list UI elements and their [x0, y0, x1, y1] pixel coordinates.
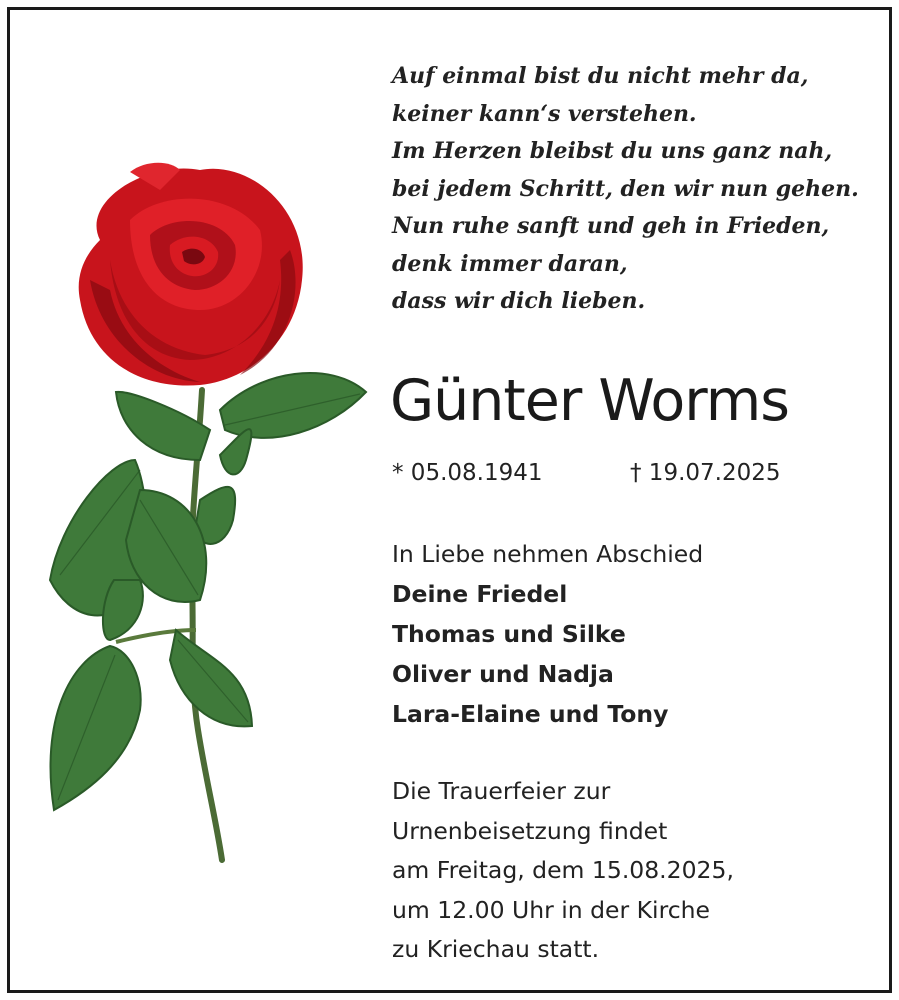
mourner: Thomas und Silke — [392, 620, 626, 648]
poem — [392, 58, 872, 321]
farewell-intro: In Liebe nehmen Abschied — [392, 540, 704, 568]
poem-line: bei jedem Schritt, den wir nun gehen. — [392, 175, 859, 202]
poem-line: keiner kann‘s verstehen. — [392, 100, 697, 127]
birth-date: * 05.08.1941 — [392, 460, 543, 486]
poem-line: denk immer daran, — [392, 250, 628, 277]
rose-icon — [30, 160, 390, 880]
notice-frame — [7, 7, 892, 993]
farewell-block — [392, 534, 872, 734]
death-date: † 19.07.2025 — [630, 460, 781, 486]
life-dates — [392, 460, 872, 486]
service-info — [392, 772, 872, 970]
poem-line: Auf einmal bist du nicht mehr da, — [392, 63, 809, 89]
service-line: am Freitag, dem 15.08.2025, — [392, 856, 734, 884]
poem-line: dass wir dich lieben. — [392, 288, 646, 314]
mourner: Deine Friedel — [392, 580, 568, 608]
service-line: um 12.00 Uhr in der Kirche — [392, 895, 710, 924]
service-line: zu Kriechau statt. — [392, 935, 600, 963]
poem-line: Im Herzen bleibst du uns ganz nah, — [392, 138, 833, 164]
mourner: Lara-Elaine und Tony — [392, 700, 669, 728]
service-line: Die Trauerfeier zur — [392, 777, 611, 805]
service-line: Urnenbeisetzung findet — [392, 816, 668, 845]
deceased-name: Günter Worms — [390, 368, 789, 434]
mourner: Oliver und Nadja — [392, 660, 614, 688]
poem-line: Nun ruhe sanft und geh in Frieden, — [392, 213, 830, 239]
